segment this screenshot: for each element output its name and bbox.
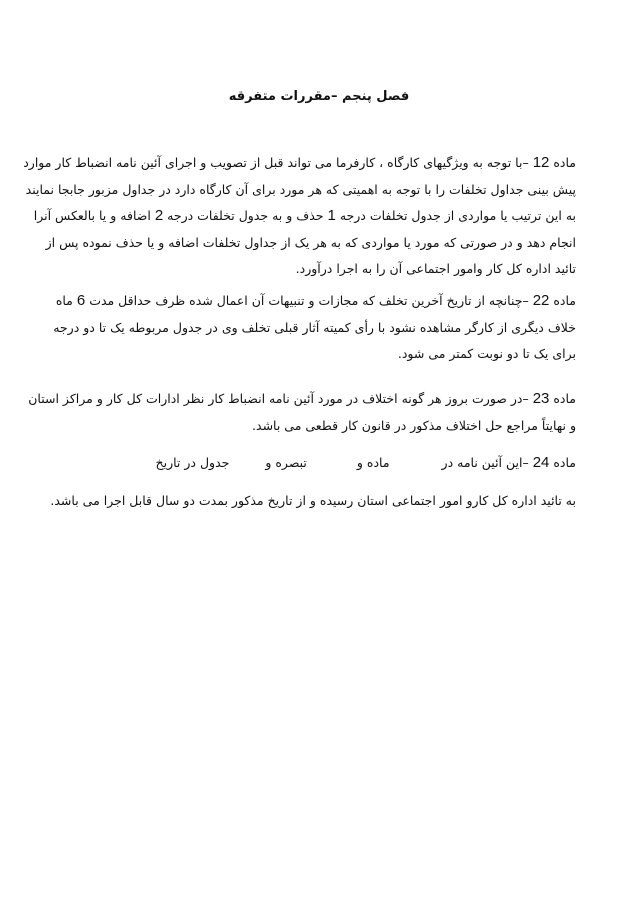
article-23-line-1: ماده 23 –در صورت بروز هر گونه اختلاف در مورد آئین نامه انضباط کار نظر ادارات کل کار و مراکز استان (28, 390, 576, 407)
article-22-line-3: برای یک تا دو نوبت کمتر می شود. (397, 346, 576, 361)
article-23 (28, 386, 576, 439)
article-22-number: 22 (532, 292, 550, 309)
article-12-line-4: انجام دهد و در صورتی که مورد یا مواردی که به هر یک از جداول تخلفات اضافه و یا حذف نموده پس از (45, 234, 576, 250)
page-title: فصل پنجم –مقررات متفرقه (228, 89, 410, 104)
article-22 (53, 288, 576, 368)
article-24-number: 24 (532, 454, 550, 471)
article-12 (23, 150, 576, 283)
article-24-continued (50, 488, 576, 515)
article-12-line-5: تائید اداره کل کار وامور اجتماعی آن را به اجرا درآورد. (295, 261, 576, 276)
article-24-line-1: ماده 24 –این آئین نامه درماده وتبصره وجدول در تاریخ (155, 454, 576, 471)
article-22-label: ماده (553, 293, 576, 308)
article-24-line-2: به تائید اداره کل کارو امور اجتماعی استان رسیده و از تاریخ مذکور بمدت دو سال قابل اجرا می باشد. (50, 493, 576, 508)
article-22-line-2: خلاف دیگری از کارگر مشاهده نشود با رأی کمیته آثار قبلی تخلف وی در جدول مربوطه یک تا دو درجه (53, 319, 576, 335)
article-12-number: 12 (532, 154, 550, 171)
article-12-label: ماده (553, 155, 576, 170)
article-23-line-2: و نهایتاً مراجع حل اختلاف مذکور در قانون کار قطعی می باشد. (252, 417, 576, 433)
article-24-label: ماده (553, 455, 576, 470)
article-12-line-2: پیش بینی جداول تخلفات را با توجه به اهمیتی که هر مورد برای آن کارگاه دارد در جداول مزبور جابجا نمایند (25, 181, 576, 197)
article-24 (61, 450, 576, 477)
article-12-line-1: ماده 12 –با توجه به ویژگیهای کارگاه ، کارفرما می تواند قبل از تصویب و اجرای آئین نامه انضباط کار موارد (23, 154, 576, 171)
article-23-label: ماده (553, 391, 576, 406)
article-12-line-3: به این ترتیب یا مواردی از جدول تخلفات درجه 1 حذف و به جدول تخلفات درجه 2 اضافه و یا بالعکس آنرا (33, 207, 576, 224)
article-22-line-1: ماده 22 –چنانچه از تاریخ آخرین تخلف که مجازات و تنبیهات آن اعمال شده ظرف حداقل مدت 6 ماه (55, 292, 576, 309)
article-23-number: 23 (532, 390, 550, 407)
